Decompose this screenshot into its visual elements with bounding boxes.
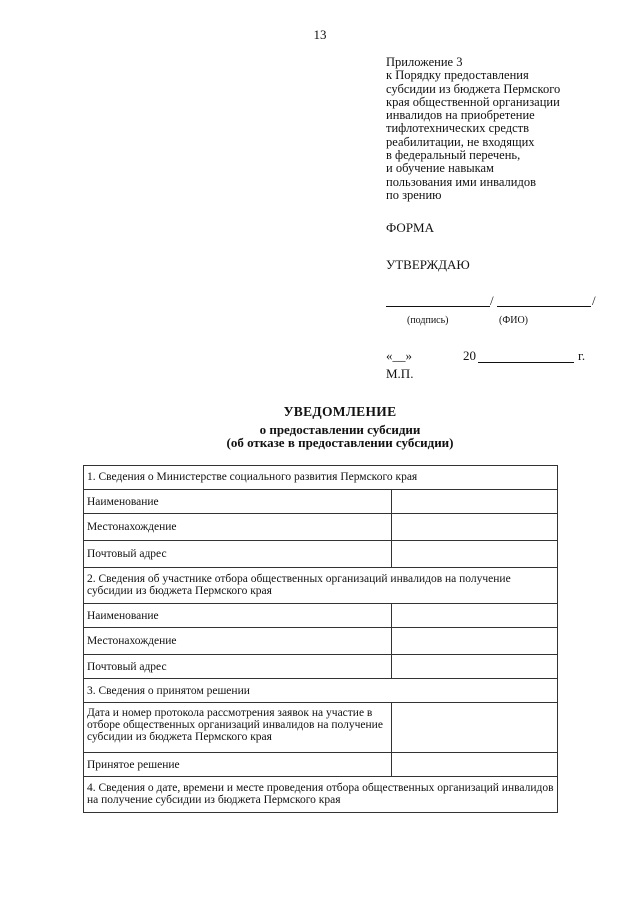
table-row (84, 541, 558, 568)
appendix-line: по зрению (386, 187, 442, 202)
row-label: Дата и номер протокола рассмотрения заявок на участие в отборе общественных организаций инвалидов на получение субсидии из бюджета Пермского края (84, 703, 392, 753)
subtitle-line: о предоставлении субсидии (259, 422, 421, 437)
table-row (84, 466, 558, 490)
table-row (84, 777, 558, 813)
row-label: Почтовый адрес (84, 541, 392, 568)
value-cell[interactable] (392, 604, 558, 628)
section-header: 3. Сведения о принятом решении (84, 679, 558, 703)
table-row (84, 655, 558, 679)
table-row (84, 514, 558, 541)
row-label: Местонахождение (84, 514, 392, 541)
row-label: Почтовый адрес (84, 655, 392, 679)
signature-slash: / (490, 293, 494, 308)
value-cell[interactable] (392, 541, 558, 568)
value-cell[interactable] (392, 628, 558, 655)
document-subtitle (0, 423, 640, 449)
row-label: Наименование (84, 490, 392, 514)
date-day-field: «__» (386, 348, 412, 363)
table-row (84, 604, 558, 628)
value-cell[interactable] (392, 753, 558, 777)
form-label: ФОРМА (386, 220, 434, 235)
appendix-line: тифлотехнических средств (386, 121, 530, 136)
name-line (497, 306, 591, 307)
row-label: Принятое решение (84, 753, 392, 777)
table-row (84, 490, 558, 514)
signature-line (386, 306, 490, 307)
appendix-line: к Порядку предоставления (386, 68, 529, 83)
seal-place: М.П. (386, 366, 414, 381)
value-cell[interactable] (392, 703, 558, 753)
row-label: Наименование (84, 604, 392, 628)
row-label: Местонахождение (84, 628, 392, 655)
appendix-line: инвалидов на приобретение (386, 108, 535, 123)
document-title: УВЕДОМЛЕНИЕ (283, 404, 397, 419)
name-caption: (ФИО) (499, 315, 529, 326)
table-row (84, 703, 558, 753)
appendix-line: в федеральный перечень, (386, 148, 521, 163)
table-row (84, 628, 558, 655)
section-header: 4. Сведения о дате, времени и месте проведения отбора общественных организаций инвалидов на получение субсидии из бюджета Пермского края (84, 777, 558, 813)
section-header: 1. Сведения о Министерстве социального развития Пермского края (84, 466, 558, 490)
date-year-prefix: 20 (463, 348, 476, 363)
appendix-line: реабилитации, не входящих (386, 134, 535, 149)
table-row (84, 679, 558, 703)
name-slash: / (592, 293, 596, 308)
subtitle-line: (об отказе в предоставлении субсидии) (226, 435, 454, 450)
appendix-line: края общественной организации (386, 94, 560, 109)
notification-table (83, 465, 558, 813)
date-year-line (478, 362, 574, 363)
approval-heading: УТВЕРЖДАЮ (386, 257, 470, 272)
page-number: 13 (313, 27, 327, 42)
signature-caption: (подпись) (407, 315, 449, 326)
appendix-header (386, 56, 560, 202)
appendix-line: субсидии из бюджета Пермского (386, 81, 561, 96)
value-cell[interactable] (392, 514, 558, 541)
value-cell[interactable] (392, 655, 558, 679)
date-year-suffix: г. (578, 348, 586, 363)
value-cell[interactable] (392, 490, 558, 514)
appendix-line: и обучение навыкам (386, 161, 494, 176)
section-header: 2. Сведения об участнике отбора общественных организаций инвалидов на получение субсидии из бюджета Пермского края (84, 568, 558, 604)
appendix-line: пользования ими инвалидов (386, 174, 536, 189)
table-row (84, 568, 558, 604)
appendix-line: Приложение 3 (386, 55, 463, 69)
table-row (84, 753, 558, 777)
